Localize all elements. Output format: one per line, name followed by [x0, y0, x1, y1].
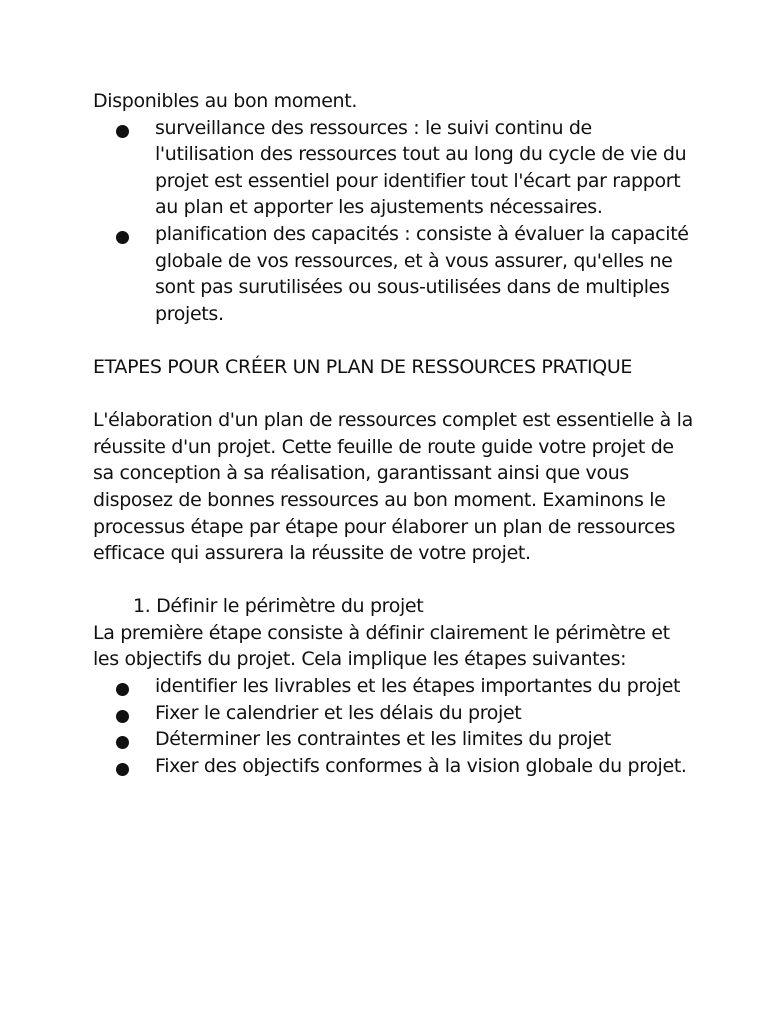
bullet-icon	[116, 763, 129, 776]
section-heading: ETAPES POUR CRÉER UN PLAN DE RESSOURCES PRATIQUE	[93, 355, 633, 378]
bullet-icon	[116, 736, 129, 749]
step-bullet-list	[93, 673, 693, 779]
list-item	[93, 221, 693, 327]
bullet-icon	[116, 231, 129, 244]
list-item-text: Fixer des objectifs conformes à la vision globale du projet.	[155, 754, 687, 777]
spacer	[93, 567, 693, 594]
list-item-text: planification des capacités : consiste à évaluer la capacité globale de vos ressources, et à vous assurer, qu'elles ne sont pas surutilisées ou sous-utilisées dans de multiples projets.	[155, 222, 689, 325]
step-title: 1. Définir le périmètre du projet	[133, 595, 424, 618]
intro-line: Disponibles au bon moment.	[93, 90, 358, 112]
spacer	[93, 327, 693, 354]
intro-paragraph: L'élaboration d'un plan de ressources complet est essentielle à la réussite d'un projet. Cette feuille de route guide votre projet de sa conception à sa réalisation, garantissant ainsi que vous disposez de bonnes ressources au bon moment. Examinons le processus étape par étape pour élaborer un plan de ressources efficace qui assurera la réussite de votre projet.	[93, 409, 693, 565]
list-item-text: Fixer le calendrier et les délais du projet	[155, 701, 522, 724]
list-item-text: surveillance des ressources : le suivi continu de l'utilisation des ressources tout au long du cycle de vie du projet est essentiel pour identifier tout l'écart par rapport au plan et apporter les ajustements nécessaires.	[155, 116, 687, 219]
bullet-icon	[116, 683, 129, 696]
document-page	[93, 88, 693, 779]
list-item	[93, 726, 693, 753]
list-item	[93, 673, 693, 700]
list-item	[93, 115, 693, 221]
list-item-text: identifier les livrables et les étapes importantes du projet	[155, 675, 681, 698]
resource-management-list	[93, 115, 693, 328]
bullet-icon	[116, 125, 129, 138]
list-item-text: Déterminer les contraintes et les limites du projet	[155, 728, 611, 751]
list-item	[93, 753, 693, 780]
step-paragraph: La première étape consiste à définir clairement le périmètre et les objectifs du projet. Cela implique les étapes suivantes:	[93, 621, 670, 671]
list-item	[93, 700, 693, 727]
spacer	[93, 381, 693, 408]
bullet-icon	[116, 710, 129, 723]
